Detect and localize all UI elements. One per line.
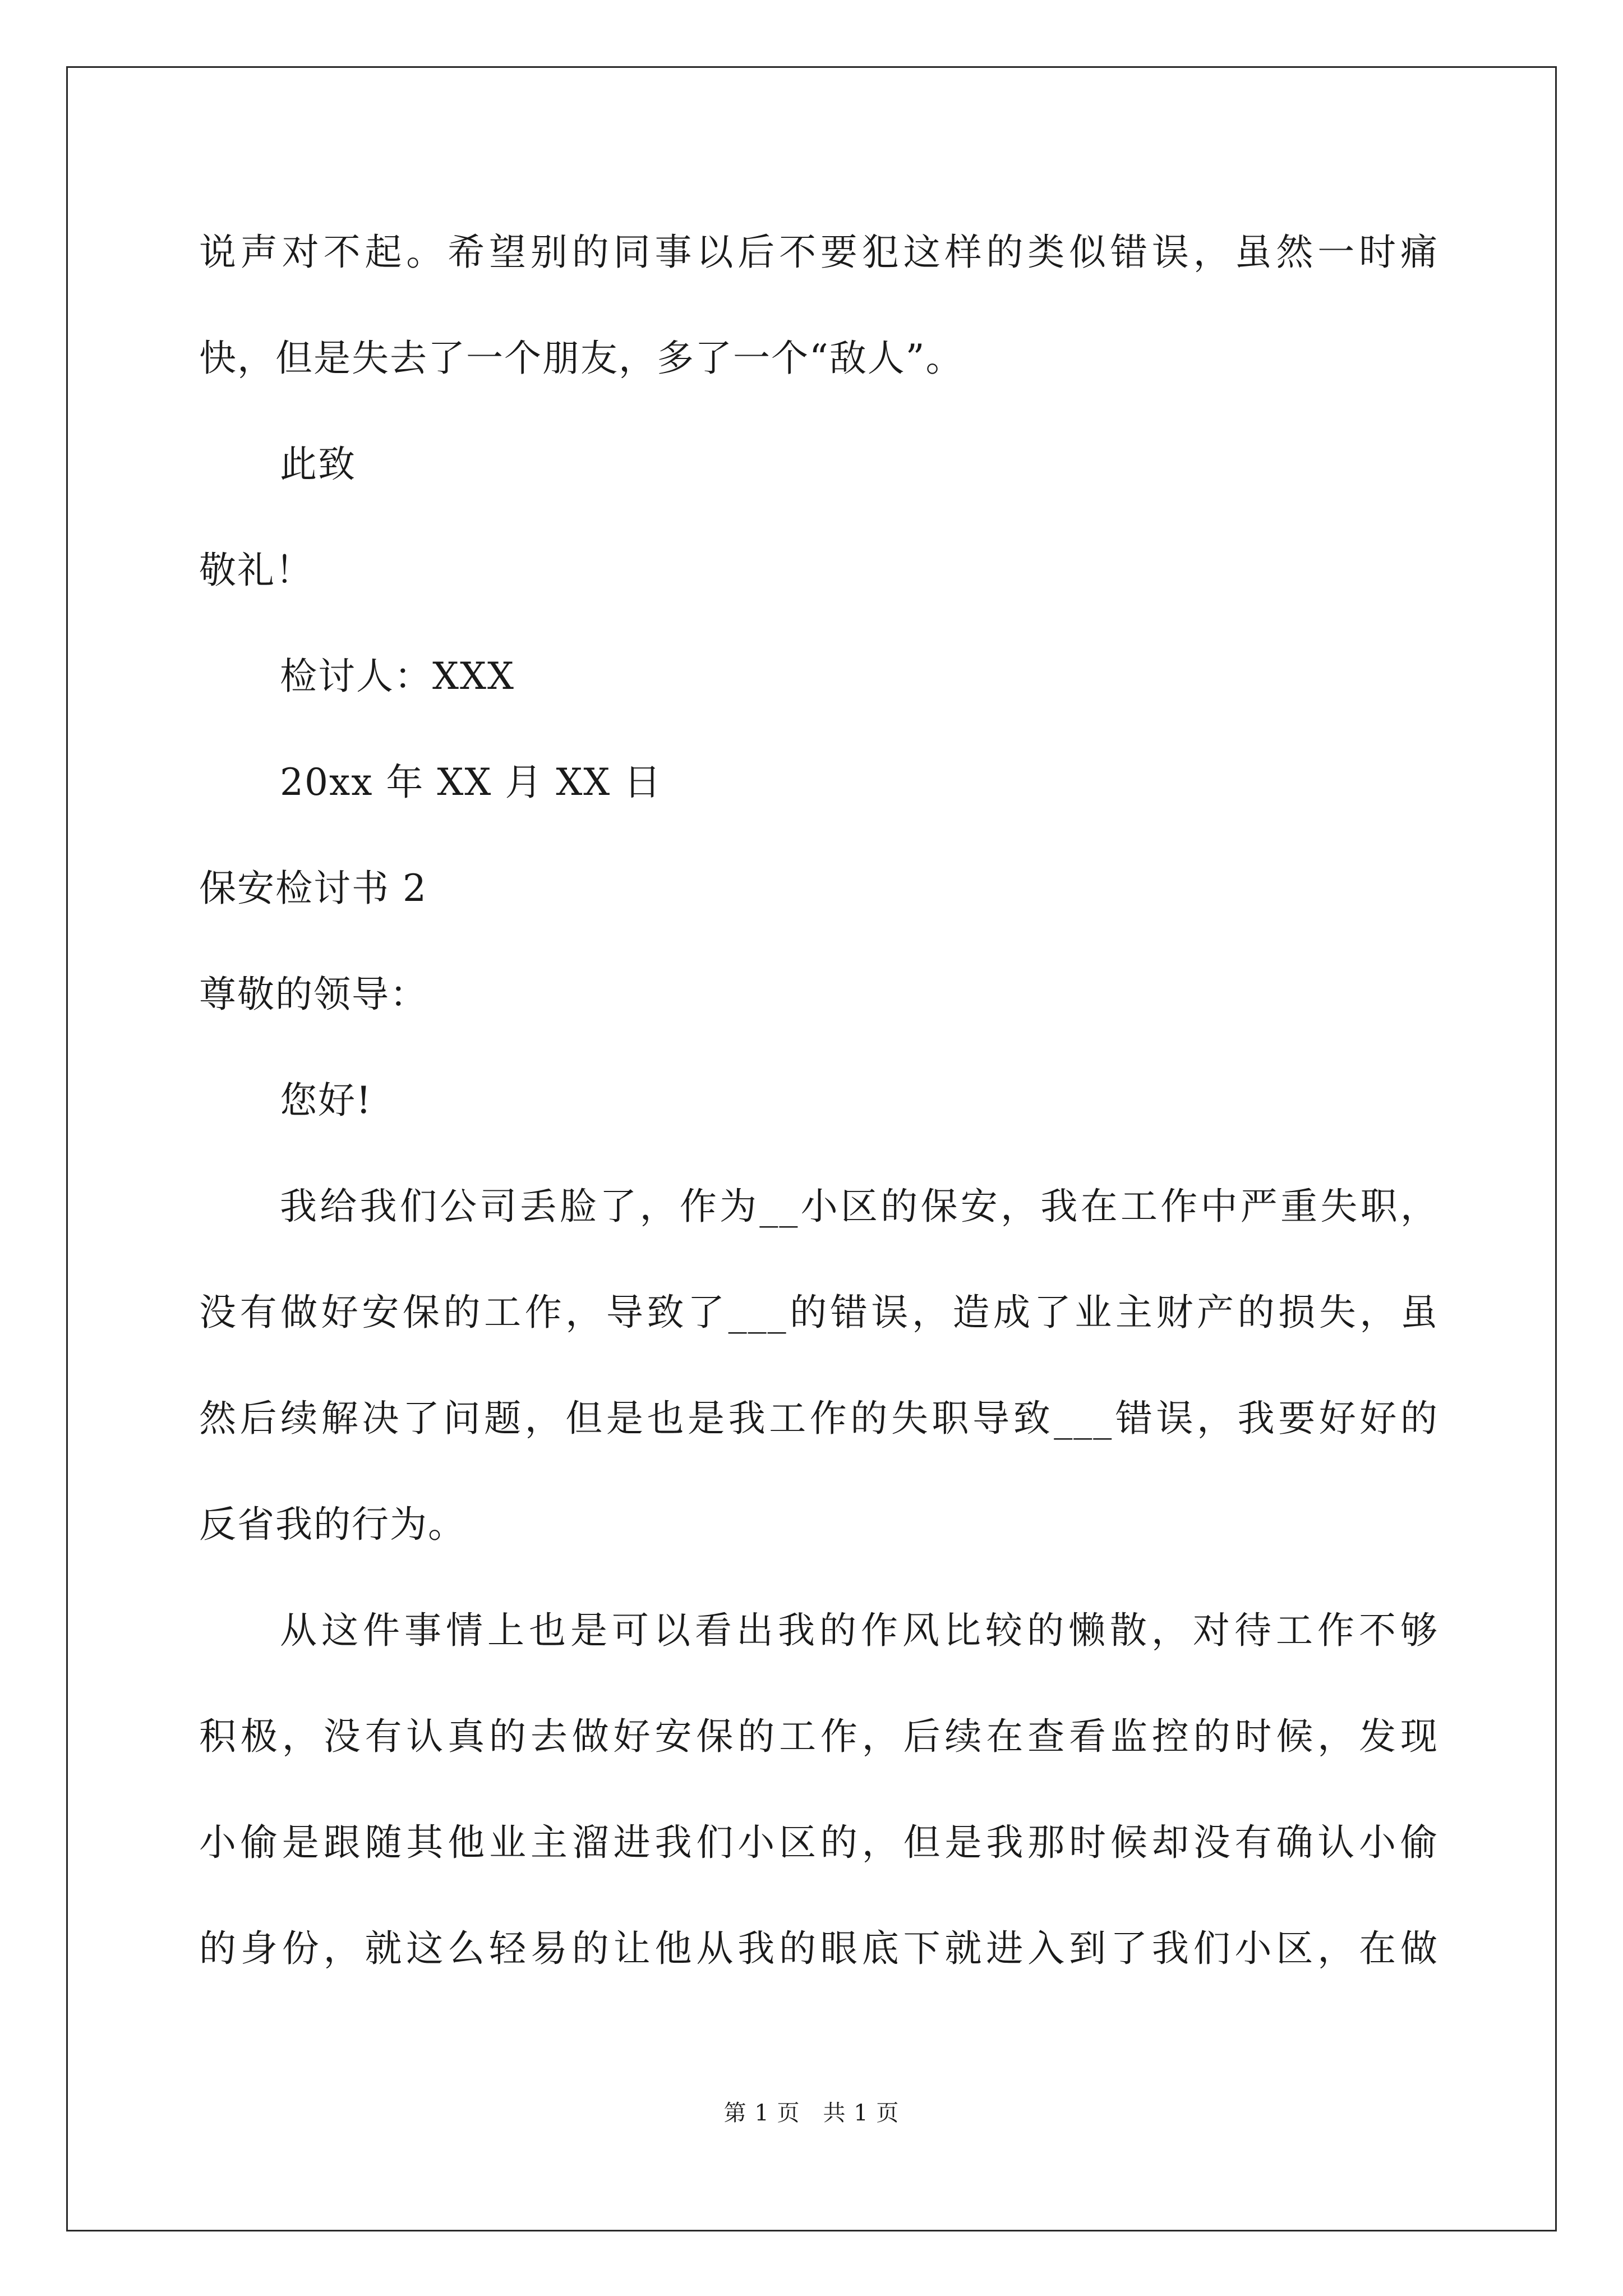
closing-respect: 敬礼！ <box>199 549 313 592</box>
paragraph-line: 积极，没有认真的去做好安保的工作，后续在查看监控的时候，发现 <box>199 1715 1438 1758</box>
paragraph-line: 然后续解决了问题，但是也是我工作的失职导致___错误，我要好好的 <box>199 1397 1438 1440</box>
paragraph-line: 反省我的行为。 <box>199 1503 466 1546</box>
paragraph-line: 我给我们公司丢脸了，作为__小区的保安，我在工作中严重失职， <box>280 1185 1438 1228</box>
page-footer: 第 1 页 共 1 页 <box>723 2100 900 2126</box>
paragraph-line: 从这件事情上也是可以看出我的作风比较的懒散，对待工作不够 <box>280 1609 1438 1652</box>
paragraph-line: 没有做好安保的工作，导致了___的错误，造成了业主财产的损失，虽 <box>199 1291 1438 1334</box>
page-border <box>66 66 1557 2231</box>
signature-date: 20xx 年 XX 月 XX 日 <box>280 761 662 804</box>
paragraph-line: 快，但是失去了一个朋友，多了一个“敌人”。 <box>199 337 964 380</box>
section-title: 保安检讨书 2 <box>199 867 427 910</box>
paragraph-line: 的身份，就这么轻易的让他从我的眼底下就进入到了我们小区，在做 <box>199 1927 1438 1970</box>
paragraph-line: 说声对不起。希望别的同事以后不要犯这样的类似错误，虽然一时痛 <box>199 231 1438 274</box>
paragraph-line: 小偷是跟随其他业主溜进我们小区的，但是我那时候却没有确认小偷 <box>199 1821 1438 1864</box>
greeting-hello: 您好! <box>280 1079 372 1122</box>
signature-name: 检讨人：XXX <box>280 655 515 698</box>
greeting: 尊敬的领导： <box>199 973 428 1016</box>
closing-salutation: 此致 <box>280 443 356 486</box>
